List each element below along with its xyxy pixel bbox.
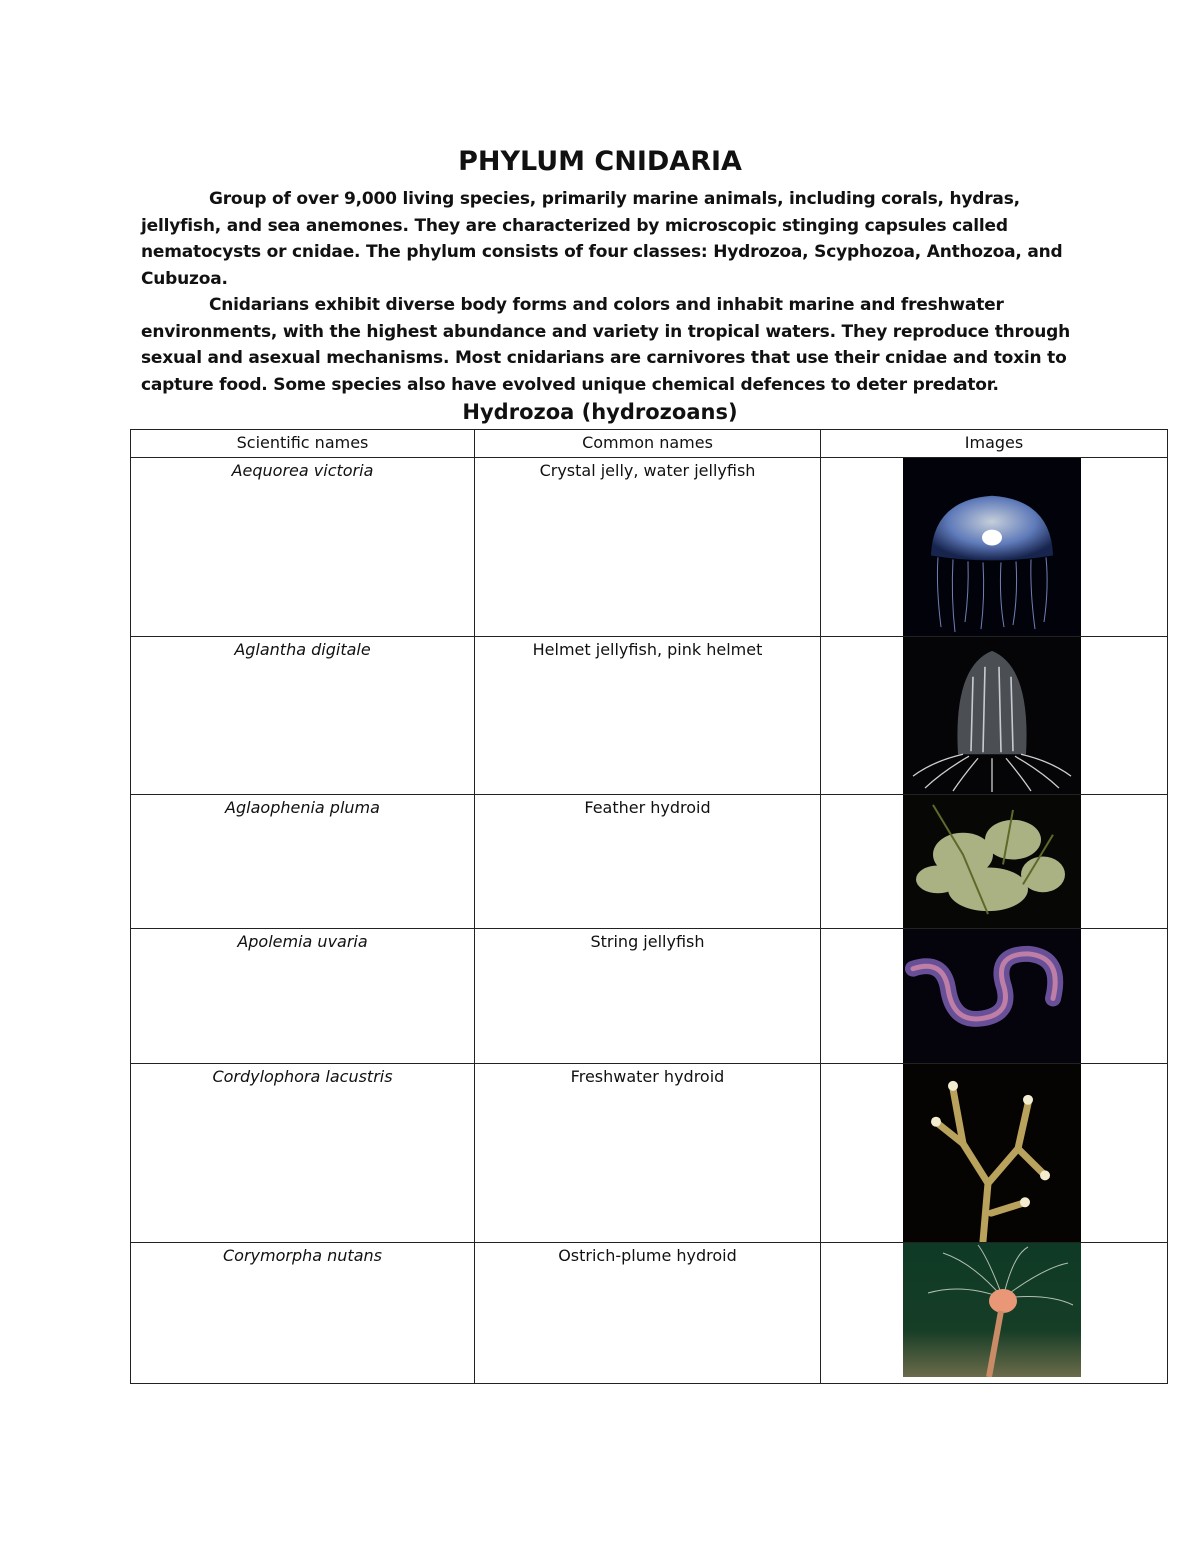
scientific-name-cell: Aglantha digitale: [131, 637, 475, 795]
scientific-name-cell: Cordylophora lacustris: [131, 1064, 475, 1243]
image-cell: [821, 795, 1168, 929]
species-table: [130, 429, 1168, 1384]
image-cell: [821, 458, 1168, 637]
header-images: Images: [821, 430, 1168, 458]
header-common-names: Common names: [475, 430, 821, 458]
image-cell: [821, 1243, 1168, 1384]
common-name-cell: Crystal jelly, water jellyfish: [475, 458, 821, 637]
table-row: [131, 1064, 1168, 1243]
feather-hydroid-photo: [903, 795, 1081, 928]
crystal-jelly-photo: [903, 458, 1081, 636]
table-row: [131, 929, 1168, 1064]
ostrich-plume-hydroid-photo: [903, 1243, 1081, 1377]
common-name-cell: Freshwater hydroid: [475, 1064, 821, 1243]
table-header-row: [131, 430, 1168, 458]
page-title: PHYLUM CNIDARIA: [458, 146, 742, 177]
image-cell: [821, 929, 1168, 1064]
table-row: [131, 795, 1168, 929]
common-name-cell: Feather hydroid: [475, 795, 821, 929]
table-row: [131, 637, 1168, 795]
header-scientific-names: Scientific names: [131, 430, 475, 458]
common-name-cell: String jellyfish: [475, 929, 821, 1064]
section-title: Hydrozoa (hydrozoans): [462, 400, 738, 424]
image-cell: [821, 1064, 1168, 1243]
image-cell: [821, 637, 1168, 795]
helmet-jellyfish-photo: [903, 637, 1081, 794]
string-jellyfish-photo: [903, 929, 1081, 1063]
scientific-name-cell: Apolemia uvaria: [131, 929, 475, 1064]
intro-text: [141, 186, 1081, 398]
table-row: [131, 458, 1168, 637]
intro-paragraph-2: Cnidarians exhibit diverse body forms and colors and inhabit marine and freshwater environments, with the highest abundance and variety in tropical waters. They reproduce through sexual and asexual mechanisms. Most cnidarians are carnivores that use their cnidae and toxin to capture food. Some species also have evolved unique chemical defences to deter predator.: [141, 295, 1070, 395]
scientific-name-cell: Aglaophenia pluma: [131, 795, 475, 929]
table-row: [131, 1243, 1168, 1384]
common-name-cell: Ostrich-plume hydroid: [475, 1243, 821, 1384]
scientific-name-cell: Aequorea victoria: [131, 458, 475, 637]
scientific-name-cell: Corymorpha nutans: [131, 1243, 475, 1384]
intro-paragraph-1: Group of over 9,000 living species, primarily marine animals, including corals, hydras, jellyfish, and sea anemones. They are characterized by microscopic stinging capsules called nematocysts or cnidae. The phylum consists of four classes: Hydrozoa, Scyphozoa, Anthozoa, and Cubuzoa.: [141, 189, 1063, 289]
common-name-cell: Helmet jellyfish, pink helmet: [475, 637, 821, 795]
freshwater-hydroid-photo: [903, 1064, 1081, 1242]
